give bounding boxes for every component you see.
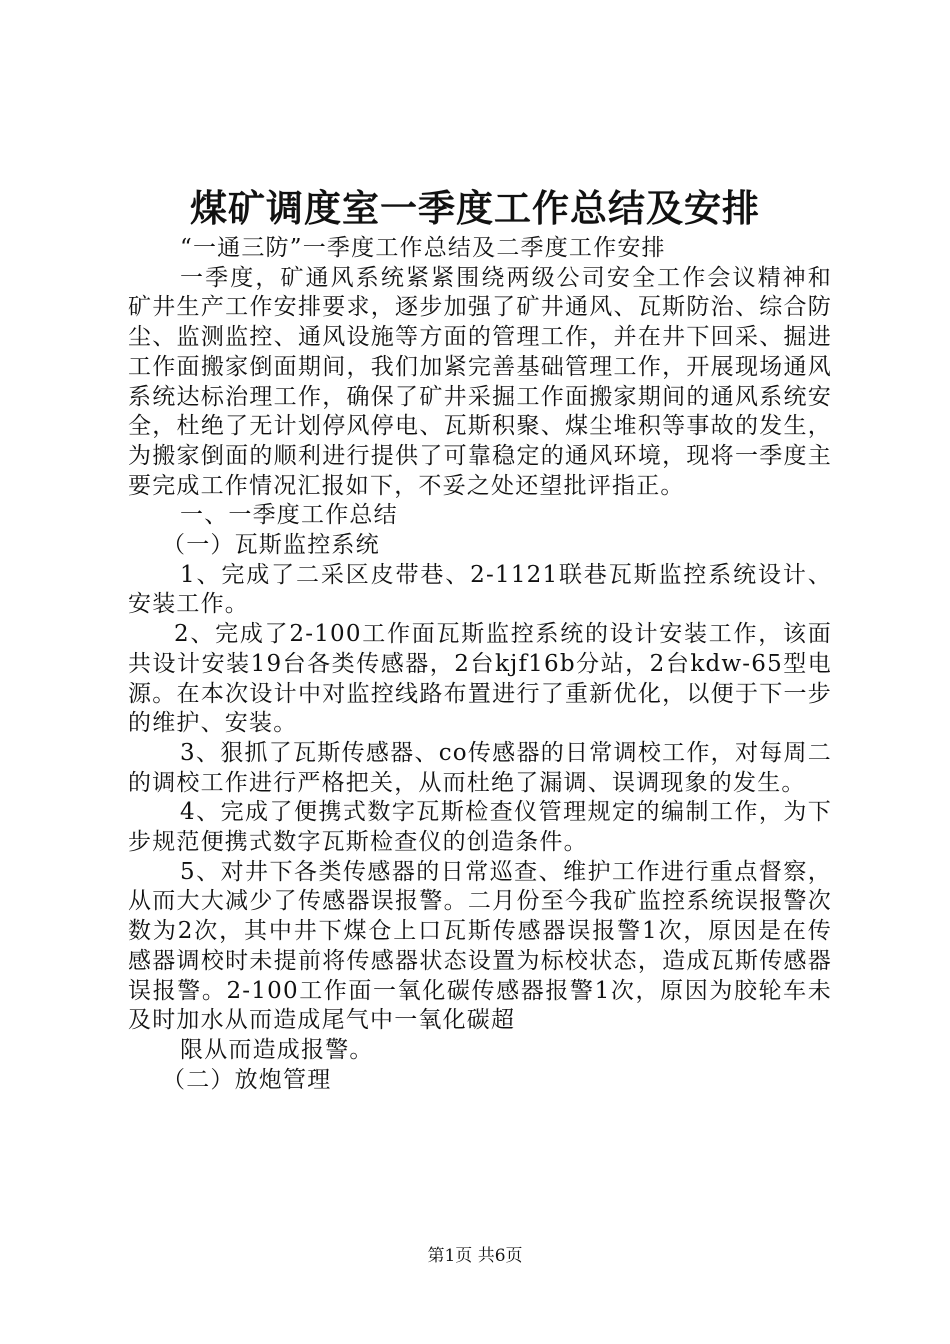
subsection-heading: （一）瓦斯监控系统	[162, 532, 380, 559]
subtitle-paragraph: “一通三防”一季度工作总结及二季度工作安排	[180, 235, 666, 261]
intro-paragraph: 一季度，矿通风系统紧紧围绕两级公司安全工作会议精神和矿井生产工作安排要求，逐步加强了矿井通风、瓦斯防治、综合防尘、监测监控、通风设施等方面的管理工作，并在井下回采、掘进工作面搬家倒面期间，我们加紧完善基础管理工作，开展现场通风系统达标治理工作，确保了矿井采掘工作面搬家期间的通风系统安全，杜绝了无计划停风停电、瓦斯积聚、煤尘堆积等事故的发生，为搬家倒面的顺利进行提供了可靠稳定的通风环境，现将一季度主要完成工作情况汇报如下，不妥之处还望批评指正。	[128, 264, 832, 499]
document-body	[128, 234, 832, 1095]
subsection-heading-2: （二）放炮管理	[162, 1066, 332, 1093]
list-item-3: 3、狠抓了瓦斯传感器、co传感器的日常调校工作，对每周二的调校工作进行严格把关，从而杜绝了漏调、误调现象的发生。	[128, 739, 832, 796]
section-heading: 一、一季度工作总结	[180, 502, 398, 529]
list-item-4: 4、完成了便携式数字瓦斯检查仪管理规定的编制工作，为下步规范便携式数字瓦斯检查仪的创造条件。	[128, 799, 832, 856]
list-item-5: 5、对井下各类传感器的日常巡查、维护工作进行重点督察，从而大大减少了传感器误报警。二月份至今我矿监控系统误报警次数为2次，其中井下煤仓上口瓦斯传感器误报警1次，原因是在传感器调校时未提前将传感器状态设置为标校状态，造成瓦斯传感器误报警。2-100工作面一氧化碳传感器报警1次，原因为胶轮车未及时加水从而造成尾气中一氧化碳超	[128, 858, 832, 1034]
list-item-2: 2、完成了2-100工作面瓦斯监控系统的设计安装工作，该面共设计安装19台各类传感器，2台kjf16b分站，2台kdw-65型电源。在本次设计中对监控线路布置进行了重新优化，以便于下一步的维护、安装。	[128, 621, 832, 737]
list-item-1: 1、完成了二采区皮带巷、2-1121联巷瓦斯监控系统设计、安装工作。	[128, 561, 832, 618]
page-footer: 第1页 共6页	[427, 1246, 523, 1266]
document-title: 煤矿调度室一季度工作总结及安排	[190, 186, 760, 230]
list-item-5-continuation: 限从而造成报警。	[180, 1036, 374, 1063]
